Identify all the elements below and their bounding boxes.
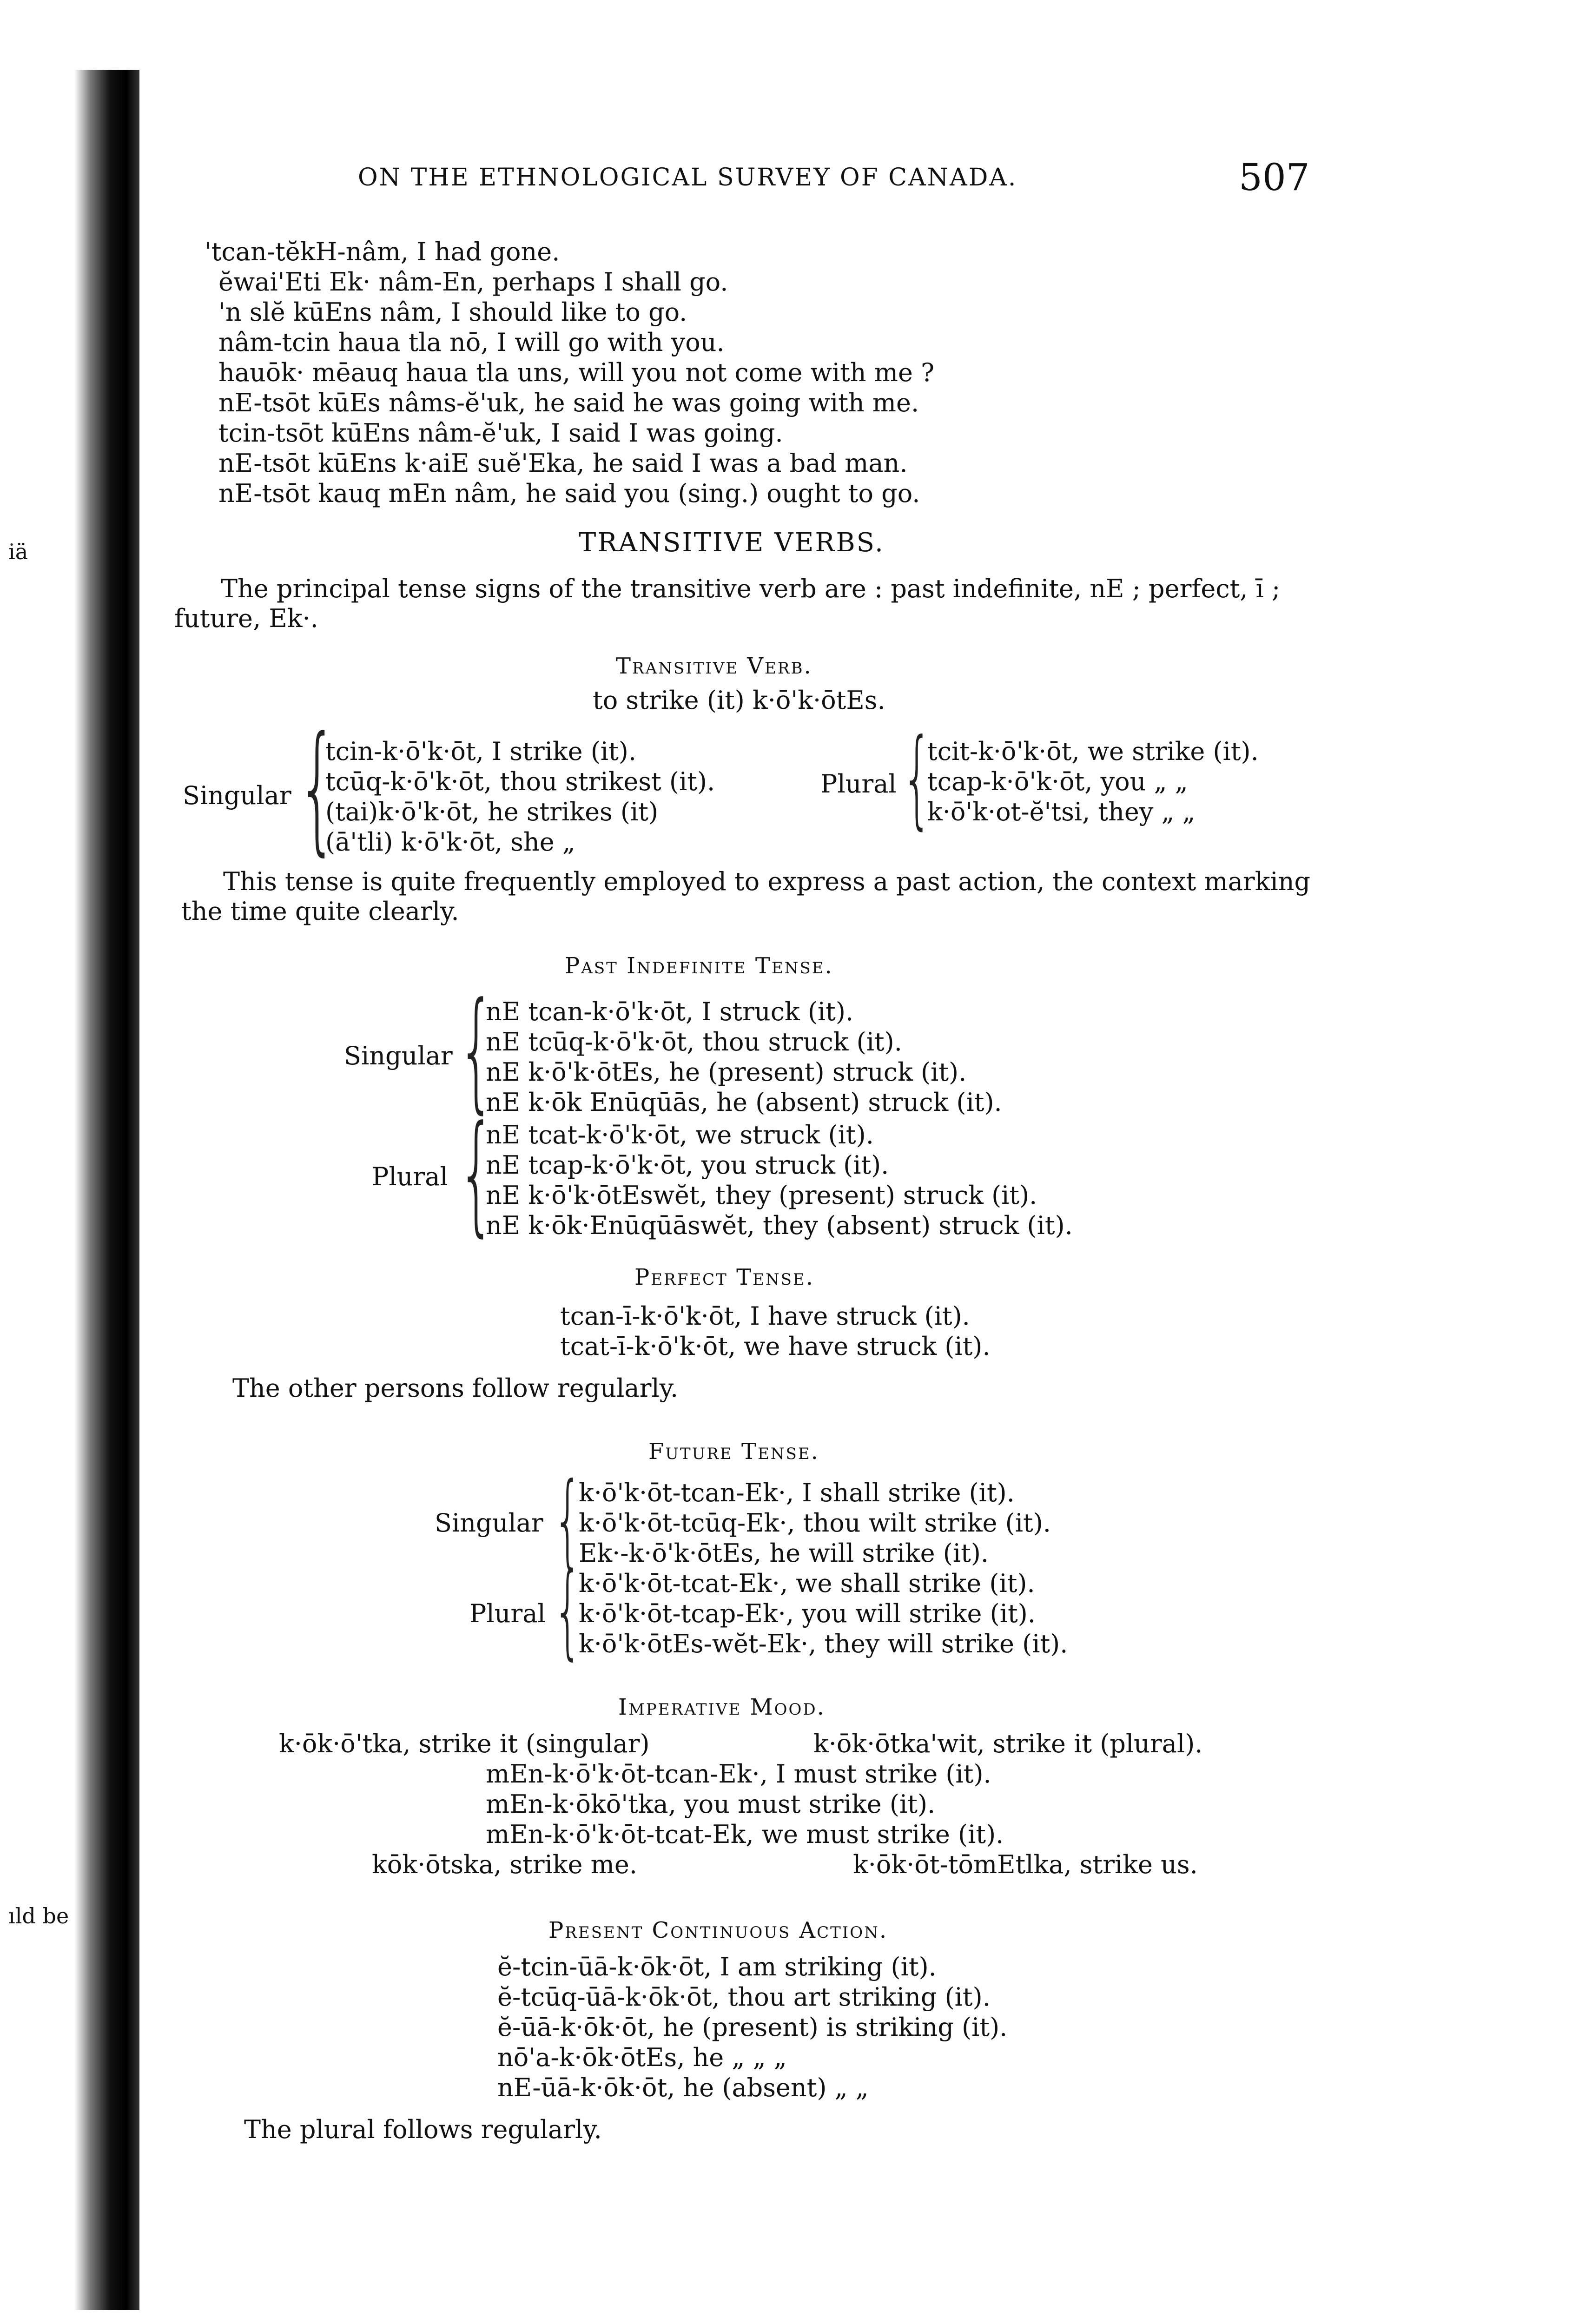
heading-transitive-verb: Transitive Verb. [616, 653, 812, 679]
subheading-to-strike: to strike (it) k·ō'k·ōtEs. [593, 686, 885, 715]
paragraph-tense-signs: The principal tense signs of the transitive verb are : past indefinite, nE ; perfect, ī ; future, Ek·. [174, 574, 1281, 633]
paragraph-other-persons: The other persons follow regularly. [232, 1373, 679, 1403]
future-plural-line: k·ō'k·ōt-tcap-Ek·, you will strike (it). [579, 1599, 1036, 1628]
intro-line: tcin-tsōt kūEns nâm-ĕ'uk, I said I was going. [218, 418, 783, 448]
perfect-line: tcat-ī-k·ō'k·ōt, we have struck (it). [560, 1332, 991, 1361]
section-title: TRANSITIVE VERBS. [579, 528, 885, 558]
future-singular-line: Ek·-k·ō'k·ōtEs, he will strike (it). [579, 1538, 989, 1568]
transitive-plural-line: tcit-k·ō'k·ōt, we strike (it). [927, 737, 1259, 766]
margin-fragment-bottom: ıld be [8, 1903, 69, 1928]
present-continuous-line: ĕ-tcin-ūā-k·ōk·ōt, I am striking (it). [497, 1952, 937, 1981]
label-plural: Plural [372, 1162, 448, 1191]
intro-line: hauōk· mēauq haua tla uns, will you not come with me ? [218, 358, 935, 387]
imperative-line: k·ōk·ōtka'wit, strike it (plural). [813, 1729, 1203, 1758]
imperative-line: kōk·ōtska, strike me. [372, 1850, 637, 1879]
label-singular: Singular [435, 1508, 543, 1538]
transitive-singular-line: (tai)k·ō'k·ōt, he strikes (it) [325, 797, 659, 826]
transitive-singular-line: (ā'tli) k·ō'k·ōt, she „ [325, 827, 575, 857]
heading-future-tense: Future Tense. [648, 1439, 819, 1465]
imperative-line: mEn-k·ō'k·ōt-tcat-Ek, we must strike (it). [486, 1820, 1004, 1849]
heading-imperative-mood: Imperative Mood. [618, 1694, 826, 1720]
heading-present-continuous: Present Continuous Action. [548, 1917, 888, 1943]
past-plural-line: nE tcat-k·ō'k·ōt, we struck (it). [486, 1120, 874, 1149]
past-singular-line: nE k·ōk Enūqūās, he (absent) struck (it). [486, 1088, 1002, 1117]
intro-line: nE-tsōt kūEns k·aiE suĕ'Eka, he said I was a bad man. [218, 449, 908, 478]
label-plural: Plural [820, 769, 897, 799]
intro-line: 'tcan-tĕkH-nâm, I had gone. [205, 237, 560, 266]
transitive-plural-line: k·ō'k·ot-ĕ'tsi, they „ „ [927, 797, 1196, 826]
label-plural: Plural [469, 1599, 546, 1628]
heading-past-indefinite: Past Indefinite Tense. [565, 953, 833, 979]
past-singular-line: nE tcūq-k·ō'k·ōt, thou struck (it). [486, 1027, 902, 1056]
running-title: ON THE ETHNOLOGICAL SURVEY OF CANADA. [358, 164, 1017, 191]
past-singular-line: nE tcan-k·ō'k·ōt, I struck (it). [486, 997, 854, 1026]
intro-line: 'n slĕ kūEns nâm, I should like to go. [218, 297, 687, 327]
brace-left: { [553, 1551, 582, 1670]
imperative-line: k·ōk·ō'tka, strike it (singular) [279, 1729, 650, 1758]
brace-left: { [902, 716, 932, 840]
past-plural-line: nE tcap-k·ō'k·ōt, you struck (it). [486, 1150, 889, 1180]
past-singular-line: nE k·ō'k·ōtEs, he (present) struck (it). [486, 1057, 967, 1087]
present-continuous-line: nō'a-k·ōk·ōtEs, he „ „ „ [497, 2043, 787, 2072]
brace-left: { [297, 706, 337, 869]
intro-line: nE-tsōt kauq mEn nâm, he said you (sing.) ought to go. [218, 479, 920, 508]
book-spine-shadow [74, 70, 139, 2310]
page-number: 507 [1239, 156, 1310, 199]
transitive-singular-line: tcūq-k·ō'k·ōt, thou strikest (it). [325, 767, 715, 796]
imperative-line: mEn-k·ō'k·ōt-tcan-Ek·, I must strike (it). [486, 1759, 991, 1789]
intro-line: nE-tsōt kūEs nâms-ĕ'uk, he said he was going with me. [218, 388, 919, 417]
present-continuous-line: ĕ-tcūq-ūā-k·ōk·ōt, thou art striking (it). [497, 1982, 991, 2012]
perfect-line: tcan-ī-k·ō'k·ōt, I have struck (it). [560, 1301, 970, 1331]
transitive-singular-line: tcin-k·ō'k·ōt, I strike (it). [325, 737, 637, 766]
intro-line: nâm-tcin haua tla nō, I will go with you. [218, 328, 725, 357]
margin-fragment-top: iä [8, 539, 28, 564]
brace-left: { [458, 975, 495, 1126]
paragraph-plural-follows: The plural follows regularly. [244, 2115, 602, 2144]
present-continuous-line: ĕ-ūā-k·ōk·ōt, he (present) is striking (it). [497, 2013, 1008, 2042]
heading-perfect-tense: Perfect Tense. [634, 1264, 815, 1290]
paragraph-tense-usage: This tense is quite frequently employed to express a past action, the context marking the time quite clearly. [181, 867, 1311, 926]
brace-left: { [458, 1098, 495, 1249]
future-singular-line: k·ō'k·ōt-tcan-Ek·, I shall strike (it). [579, 1478, 1015, 1507]
imperative-line: k·ōk·ōt-tōmEtlka, strike us. [853, 1850, 1198, 1879]
label-singular: Singular [183, 781, 291, 810]
past-plural-line: nE k·ō'k·ōtEswĕt, they (present) struck (it). [486, 1181, 1037, 1210]
future-plural-line: k·ō'k·ōtEs-wĕt-Ek·, they will strike (it). [579, 1629, 1068, 1658]
transitive-plural-line: tcap-k·ō'k·ōt, you „ „ [927, 767, 1188, 796]
label-singular: Singular [344, 1041, 453, 1070]
imperative-line: mEn-k·ōkō'tka, you must strike (it). [486, 1789, 936, 1819]
brace-left: { [553, 1460, 582, 1579]
future-singular-line: k·ō'k·ōt-tcūq-Ek·, thou wilt strike (it). [579, 1508, 1051, 1538]
present-continuous-line: nE-ūā-k·ōk·ōt, he (absent) „ „ [497, 2073, 869, 2102]
intro-line: ĕwai'Eti Ek· nâm-En, perhaps I shall go. [218, 267, 728, 297]
future-plural-line: k·ō'k·ōt-tcat-Ek·, we shall strike (it). [579, 1569, 1035, 1598]
past-plural-line: nE k·ōk·Enūqūāswĕt, they (absent) struck (it). [486, 1211, 1073, 1240]
